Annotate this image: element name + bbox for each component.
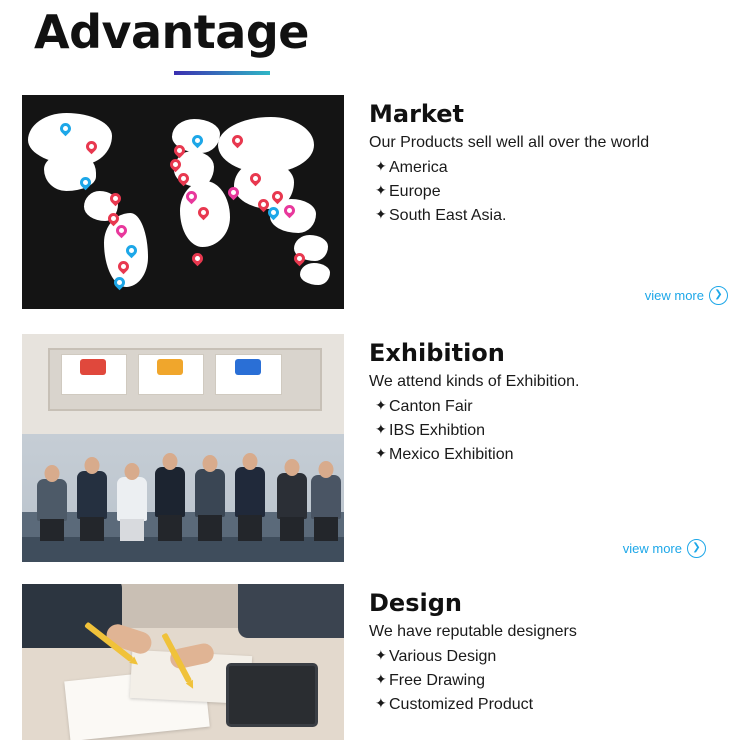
section-exhibition bbox=[0, 334, 750, 562]
list-item bbox=[375, 395, 728, 419]
exhibition-bullet-list bbox=[369, 395, 728, 467]
list-item-label: Various Design bbox=[389, 647, 497, 665]
market-heading: Market bbox=[369, 99, 464, 128]
section-design bbox=[0, 584, 750, 740]
chevron-right-icon[interactable]: ❯ bbox=[687, 539, 706, 558]
view-more-link-exhibition[interactable] bbox=[623, 539, 706, 558]
title-underline-rule bbox=[174, 71, 270, 75]
diamond-bullet-icon: ✦ bbox=[375, 420, 387, 437]
chevron-right-icon[interactable]: ❯ bbox=[709, 286, 728, 305]
list-item bbox=[375, 204, 728, 228]
list-item-label: Customized Product bbox=[389, 695, 534, 713]
market-image bbox=[22, 95, 344, 309]
list-item-label: South East Asia. bbox=[389, 206, 507, 224]
list-item-label: America bbox=[389, 158, 448, 176]
diamond-bullet-icon: ✦ bbox=[375, 205, 387, 222]
diamond-bullet-icon: ✦ bbox=[375, 181, 387, 198]
world-map-graphic bbox=[22, 95, 344, 309]
list-item-label: Mexico Exhibition bbox=[389, 445, 514, 463]
list-item bbox=[375, 180, 728, 204]
page-title: Advantage bbox=[34, 5, 309, 59]
exhibition-content bbox=[344, 334, 728, 562]
section-market bbox=[0, 95, 750, 309]
diamond-bullet-icon: ✦ bbox=[375, 157, 387, 174]
list-item bbox=[375, 693, 728, 717]
view-more-label: view more bbox=[644, 287, 704, 303]
list-item-label: Free Drawing bbox=[389, 671, 486, 689]
design-image bbox=[22, 584, 344, 740]
map-pin bbox=[190, 251, 206, 267]
design-bullet-list bbox=[369, 645, 728, 717]
market-content bbox=[344, 95, 728, 309]
design-content bbox=[344, 584, 728, 740]
page-header bbox=[0, 0, 750, 75]
exhibition-image bbox=[22, 334, 344, 562]
diamond-bullet-icon: ✦ bbox=[375, 646, 387, 663]
list-item bbox=[375, 669, 728, 693]
list-item bbox=[375, 419, 728, 443]
list-item bbox=[375, 645, 728, 669]
market-bullet-list bbox=[369, 156, 728, 228]
diamond-bullet-icon: ✦ bbox=[375, 670, 387, 687]
exhibition-subtitle: We attend kinds of Exhibition. bbox=[369, 372, 580, 390]
list-item bbox=[375, 156, 728, 180]
exhibition-heading: Exhibition bbox=[369, 338, 505, 367]
design-heading: Design bbox=[369, 588, 462, 617]
list-item-label: IBS Exhibtion bbox=[389, 421, 486, 439]
diamond-bullet-icon: ✦ bbox=[375, 694, 387, 711]
market-subtitle: Our Products sell well all over the world bbox=[369, 133, 650, 151]
list-item bbox=[375, 443, 728, 467]
view-more-label: view more bbox=[622, 540, 682, 556]
design-desk-graphic bbox=[22, 584, 344, 740]
list-item-label: Canton Fair bbox=[389, 397, 473, 415]
exhibition-booth-graphic bbox=[22, 334, 344, 562]
list-item-label: Europe bbox=[389, 182, 441, 200]
view-more-link-market[interactable] bbox=[645, 286, 728, 305]
diamond-bullet-icon: ✦ bbox=[375, 444, 387, 461]
diamond-bullet-icon: ✦ bbox=[375, 396, 387, 413]
design-subtitle: We have reputable designers bbox=[369, 622, 577, 640]
